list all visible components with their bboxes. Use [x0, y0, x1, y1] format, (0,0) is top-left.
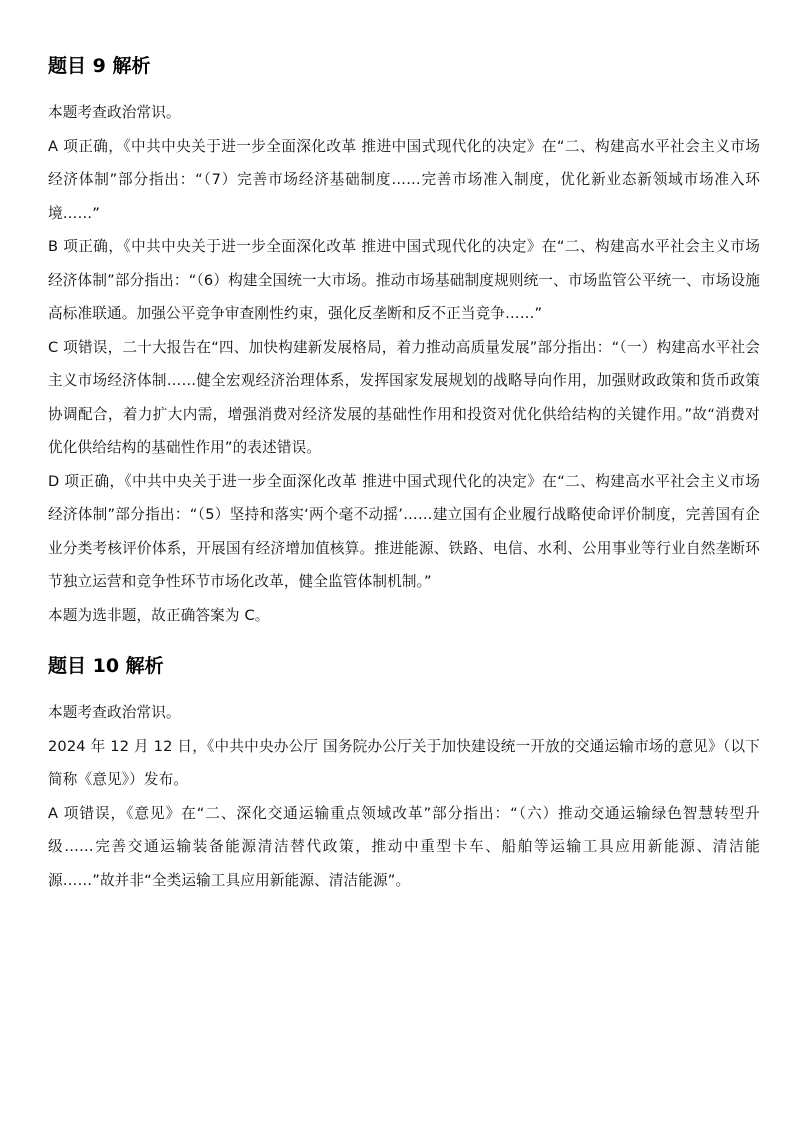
section-title: 题目 9 解析 [48, 55, 151, 77]
paragraph: 本题考查政治常识。 [48, 104, 181, 121]
paragraph: 本题考查政治常识。 [48, 704, 181, 721]
paragraph: C 项错误，二十大报告在“四、加快构建新发展格局，着力推动高质量发展”部分指出：“（一）构建高水平社会主义市场经济体制……健全宏观经济治理体系，发挥国家发展规划的战略导向作用，加强财政政策和货币政策协调配合，着力扩大内需，增强消费对经济发展的基础性作用和投资对优化供给结构的关键作用。”故“消费对优化供给结构的基础性作用”的表述错误。 [48, 338, 760, 456]
document-page [48, 52, 760, 917]
section-title: 题目 10 解析 [48, 655, 164, 677]
section-question-10 [48, 652, 760, 897]
paragraph: 2024 年 12 月 12 日，《中共中央办公厅 国务院办公厅关于加快建设统一开放的交通运输市场的意见》（以下简称《意见》）发布。 [48, 737, 760, 788]
paragraph: 本题为选非题，故正确答案为 C。 [48, 606, 270, 624]
paragraph: A 项正确，《中共中央关于进一步全面深化改革 推进中国式现代化的决定》在“二、构建高水平社会主义市场经济体制”部分指出：“（7）完善市场经济基础制度……完善市场准入制度，优化新业态新领域市场准入环境……” [48, 137, 760, 222]
paragraph: D 项正确，《中共中央关于进一步全面深化改革 推进中国式现代化的决定》在“二、构建高水平社会主义市场经济体制”部分指出：“（5）坚持和落实‘两个毫不动摇’……建立国有企业履行战略使命评价制度，完善国有企业分类考核评价体系，开展国有经济增加值核算。推进能源、铁路、电信、水利、公用事业等行业自然垄断环节独立运营和竞争性环节市场化改革，健全监管体制机制。” [48, 472, 760, 590]
paragraph: B 项正确，《中共中央关于进一步全面深化改革 推进中国式现代化的决定》在“二、构建高水平社会主义市场经济体制”部分指出：“（6）构建全国统一大市场。推动市场基础制度规则统一、市场监管公平统一、市场设施高标准联通。加强公平竞争审查刚性约束，强化反垄断和反不正当竞争……” [48, 238, 760, 322]
paragraph: A 项错误，《意见》在“二、深化交通运输重点领域改革”部分指出：“（六）推动交通运输绿色智慧转型升级……完善交通运输装备能源清洁替代政策，推动中重型卡车、船舶等运输工具应用新能源、清洁能源……”故并非“全类运输工具应用新能源、清洁能源”。 [48, 804, 760, 889]
section-question-9 [48, 52, 760, 632]
